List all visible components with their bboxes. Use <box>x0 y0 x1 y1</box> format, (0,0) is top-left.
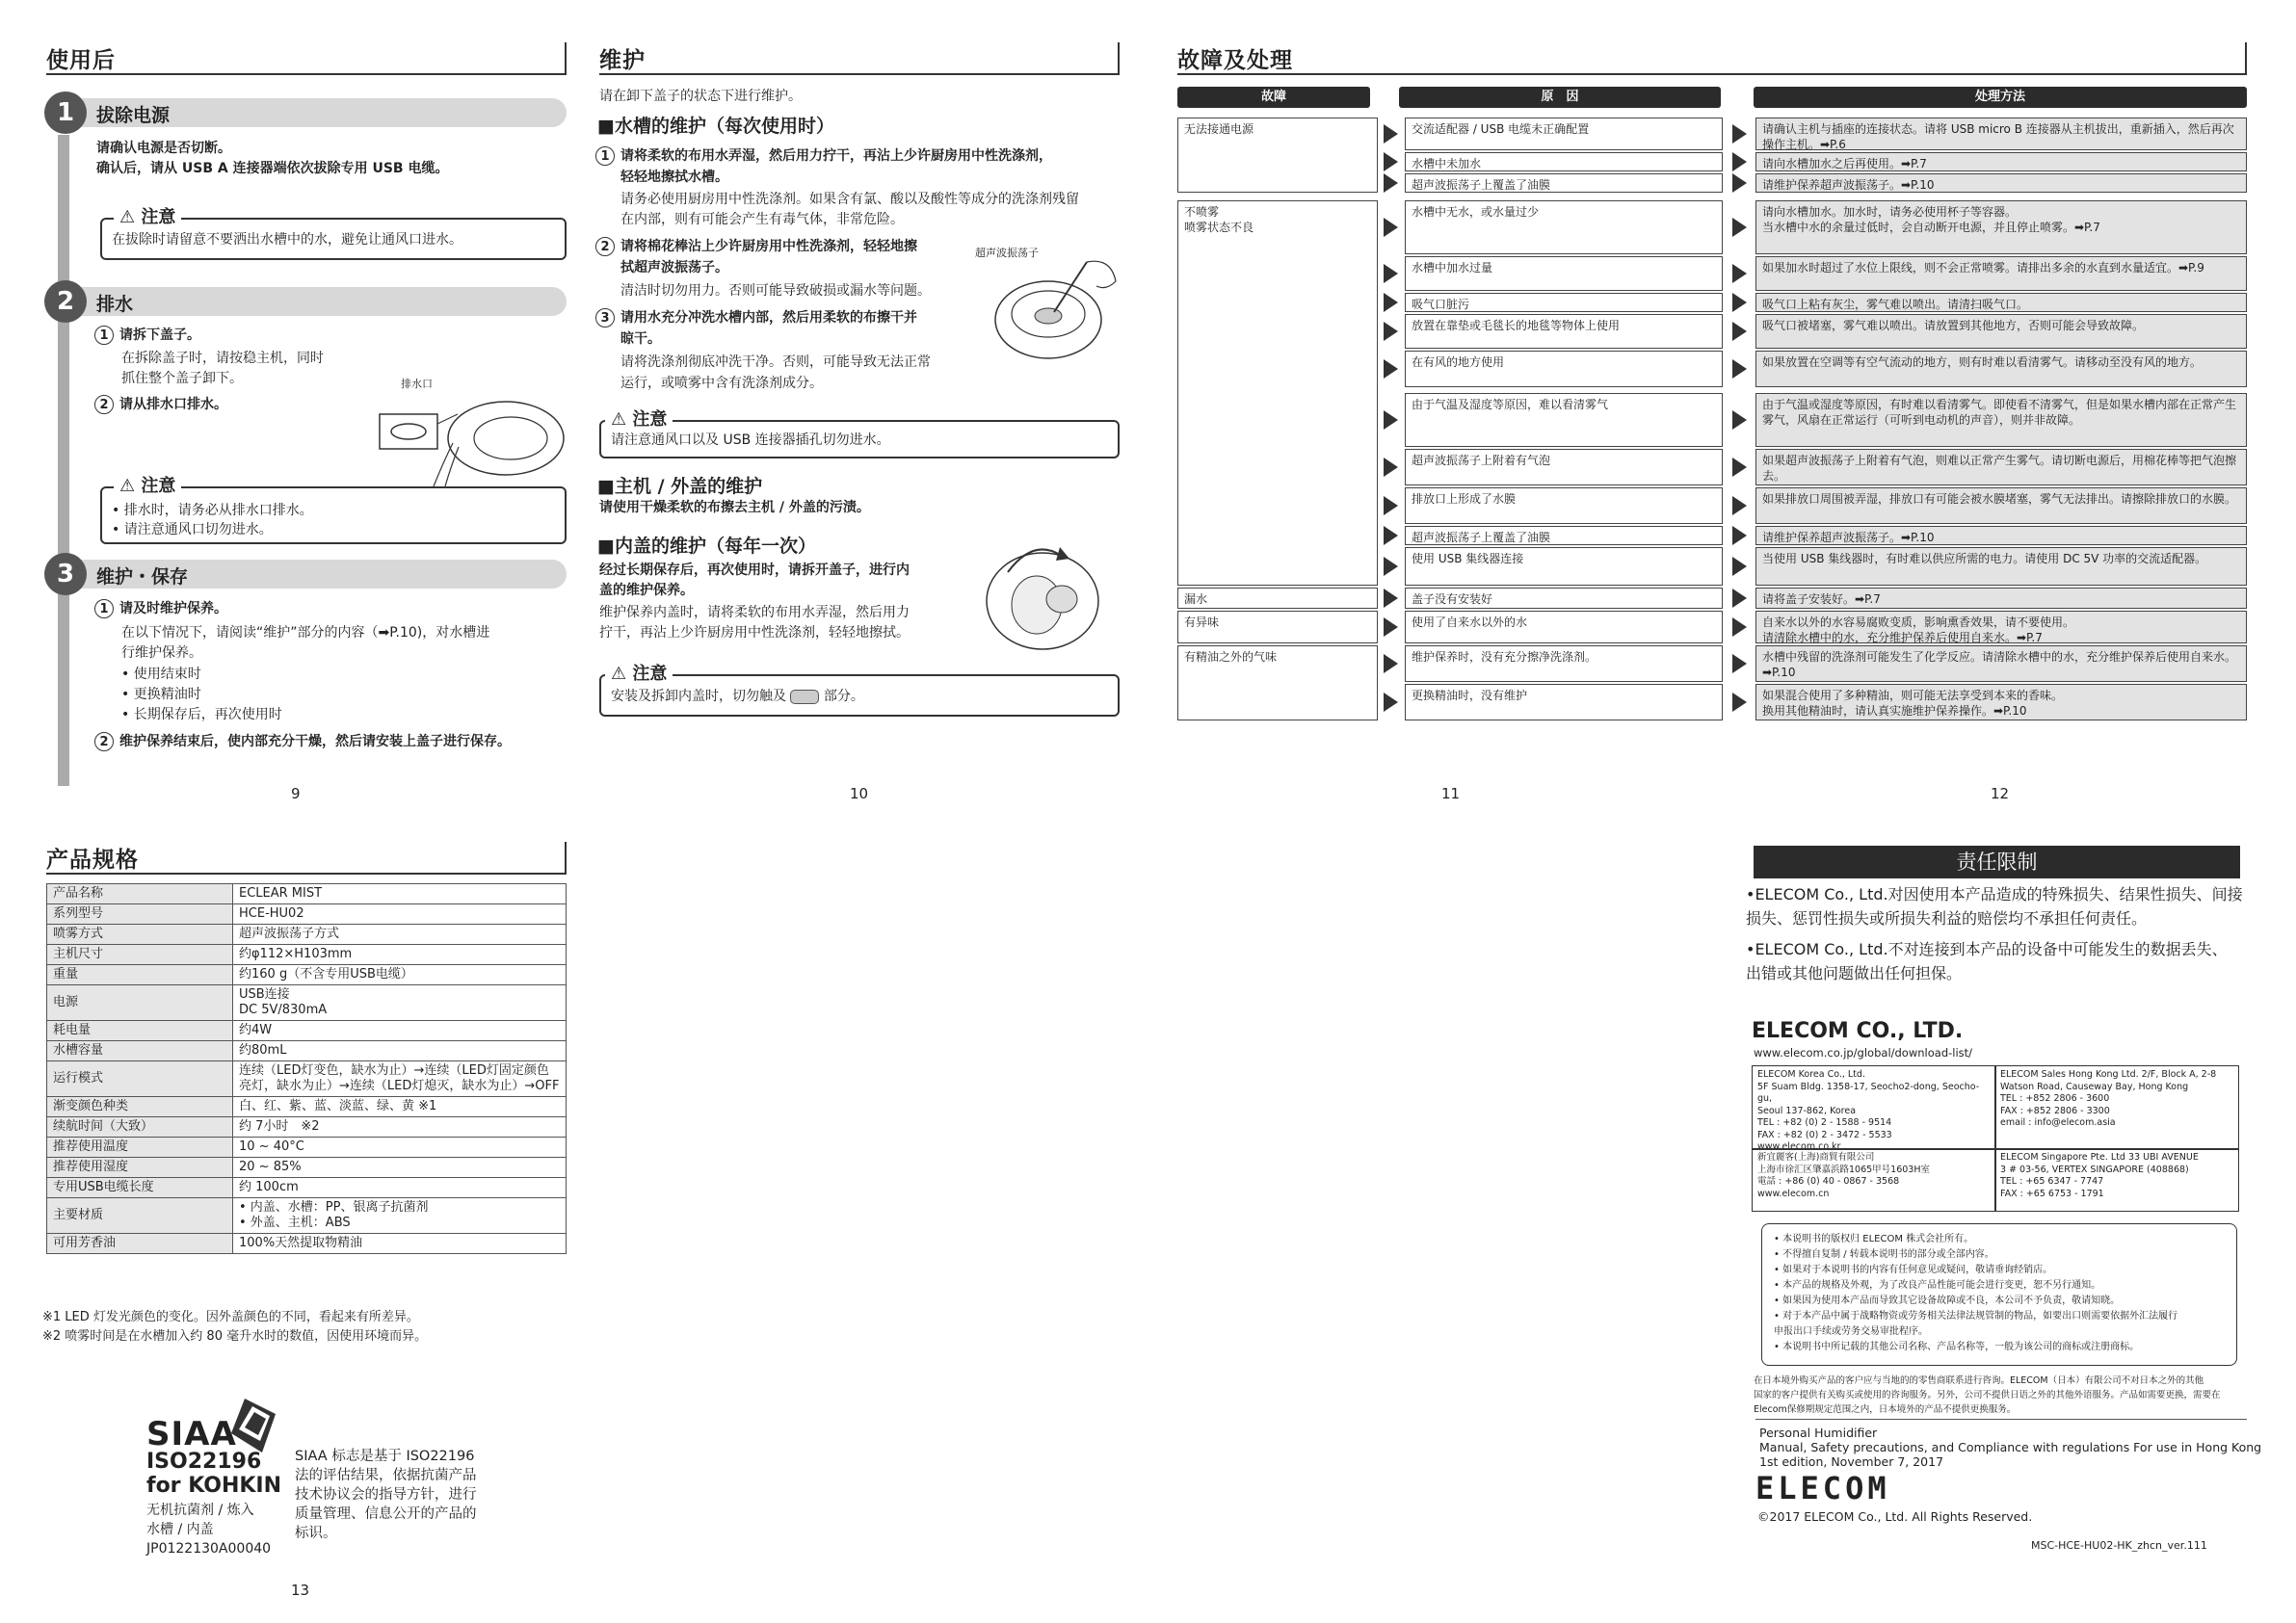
arrow-right-icon <box>1384 589 1398 608</box>
spec-value: 100%天然提取物精油 <box>233 1234 567 1254</box>
arrow-right-icon <box>1732 173 1747 193</box>
arrow-right-icon <box>1384 218 1398 237</box>
spec-row <box>47 925 567 945</box>
remedy-cell: 由于气温或湿度等原因，有时难以看清雾气。即使看不清雾气，但是如果水槽内部在正常产生雾气，风扇在正常运行（可听到电动机的声音），则并非故障。 <box>1755 393 2247 447</box>
remedy-cell: 如果超声波振荡子上附着有气泡，则难以正常产生雾气。请切断电源后，用棉花棒等把气泡擦去。 <box>1755 449 2247 485</box>
contact-line: www.elecom.cn <box>1757 1188 1830 1199</box>
spec-key: 电源 <box>47 985 233 1021</box>
contact-line: ELECOM Korea Co., Ltd. <box>1757 1069 1865 1080</box>
arrow-right-icon <box>1732 264 1747 283</box>
contact-line: FAX : +852 2806 - 3300 <box>2000 1105 2110 1116</box>
caution-label: ⚠ 注意 <box>605 406 673 431</box>
notice-line: • 不得擅自复制 / 转载本说明书的部分或全部内容。 <box>1774 1249 1994 1260</box>
spec-value: 10 ~ 40°C <box>233 1138 567 1158</box>
table-header-cause: 原 因 <box>1399 87 1721 108</box>
spec-value: 连续（LED灯变色，缺水为止）→连续（LED灯固定颜色亮灯，缺水为止）→连续（LED灯熄灭，缺水为止）→OFF <box>233 1061 567 1097</box>
cause-cell: 使用了自来水以外的水 <box>1405 611 1723 643</box>
arrow-right-icon <box>1384 617 1398 637</box>
step-text: 在以下情况下，请阅读“维护”部分的内容（➡P.10)，对水槽进 <box>121 625 490 641</box>
remedy-cell: 请向水槽加水之后再使用。➡P.7 <box>1755 152 2247 171</box>
arrow-right-icon <box>1384 322 1398 341</box>
section-title-maintenance: 维护 <box>599 48 646 73</box>
arrow-right-icon <box>1384 693 1398 712</box>
arrow-right-icon <box>1384 557 1398 576</box>
copyright: ©2017 ELECOM Co., Ltd. All Rights Reserved. <box>1757 1509 2033 1524</box>
caution-label: ⚠ 注意 <box>605 660 673 685</box>
remedy-cell: 如果加水时超过了水位上限线，则不会正常喷雾。请排出多余的水直到水量适宜。➡P.9 <box>1755 256 2247 291</box>
step-title: 维护・保存 <box>96 566 189 588</box>
siaa-logo-text: SIAA <box>146 1415 237 1453</box>
contact-line: www.elecom.co.kr <box>1757 1141 1841 1152</box>
siaa-desc: 质量管理、信息公开的产品的 <box>295 1506 477 1522</box>
contact-line: ELECOM Singapore Pte. Ltd 33 UBI AVENUE <box>2000 1152 2199 1163</box>
intro-text: 请在卸下盖子的状态下进行维护。 <box>599 89 802 104</box>
spec-value: 超声波振荡子方式 <box>233 925 567 945</box>
arrow-right-icon <box>1384 458 1398 477</box>
liability-title: 责任限制 <box>1754 846 2240 878</box>
spec-key: 渐变颜色种类 <box>47 1097 233 1117</box>
arrow-right-icon <box>1384 124 1398 144</box>
spec-key: 主要材质 <box>47 1198 233 1234</box>
step-number: 3 <box>44 553 87 595</box>
page-number: 13 <box>291 1582 310 1599</box>
contact-line: Seoul 137-862, Korea <box>1757 1105 1857 1116</box>
spec-key: 推荐使用温度 <box>47 1138 233 1158</box>
remedy-cell: 当使用 USB 集线器时，有时难以供应所需的电力。请使用 DC 5V 功率的交流适配器。 <box>1755 547 2247 586</box>
caution-line: • 排水时，请务必从排水口排水。 <box>112 503 313 518</box>
arrow-right-icon <box>1384 654 1398 673</box>
figure-label: 超声波振荡子 <box>975 247 1039 259</box>
spec-key: 专用USB电缆长度 <box>47 1178 233 1198</box>
step-text: 晾干。 <box>620 331 661 347</box>
notice-line: • 如果因为使用本产品而导致其它设备故障或不良，本公司不予负责，敬请知晓。 <box>1774 1296 2121 1306</box>
siaa-desc: 标识。 <box>295 1526 337 1541</box>
step-text: 抓住整个盖子卸下。 <box>121 371 243 386</box>
overseas-line: 在日本境外购买产品的客户应与当地的的零售商联系进行咨询。ELECOM（日本）有限公司不对日本之外的其他 <box>1754 1375 2204 1386</box>
spec-key: 耗电量 <box>47 1021 233 1041</box>
elecom-logo: ELECOM <box>1755 1470 1890 1506</box>
siaa-sub: 无机抗菌剂 / 炼入 <box>146 1503 254 1518</box>
spec-row <box>47 1178 567 1198</box>
cause-cell: 超声波振荡子上附着有气泡 <box>1405 449 1723 485</box>
step-item: 1 请将柔软的布用水弄湿，然后用力拧干，再沾上少许厨房用中性洗涤剂， <box>595 146 1052 167</box>
remedy-cell: 请维护保养超声波振荡子。➡P.10 <box>1755 173 2247 193</box>
contact-line: 3 # 03-56, VERTEX SINGAPORE (408868) <box>2000 1164 2189 1175</box>
liability-text: 出错或其他问题做出任何担保。 <box>1746 964 1963 982</box>
spec-row <box>47 1061 567 1097</box>
remedy-cell: 请向水槽加水。加水时，请务必使用杯子等容器。 当水槽中水的余量过低时，会自动断开电源，并且停止喷雾。➡P.7 <box>1755 200 2247 254</box>
cause-cell: 交流适配器 / USB 电缆未正确配置 <box>1405 118 1723 150</box>
cause-cell: 超声波振荡子上覆盖了油膜 <box>1405 173 1723 193</box>
contact-line: ELECOM Sales Hong Kong Ltd. 2/F, Block A, 2-8 <box>2000 1069 2217 1080</box>
step-text: • 长期保存后，再次使用时 <box>121 707 282 722</box>
step-title: 排水 <box>96 294 134 315</box>
cause-cell: 水槽中未加水 <box>1405 152 1723 171</box>
spec-key: 可用芳香油 <box>47 1234 233 1254</box>
arrow-right-icon <box>1384 152 1398 171</box>
spec-value: 约4W <box>233 1021 567 1041</box>
arrow-right-icon <box>1732 124 1747 144</box>
step-text: 运行，或喷雾中含有洗涤剂成分。 <box>620 376 823 391</box>
arrow-right-icon <box>1732 589 1747 608</box>
notice-line: • 本说明书中所记载的其他公司名称、产品名称等，一般为该公司的商标或注册商标。 <box>1774 1342 2140 1352</box>
company-name: ELECOM CO., LTD. <box>1752 1019 1964 1043</box>
spec-row <box>47 965 567 985</box>
contact-line: Watson Road, Causeway Bay, Hong Kong <box>2000 1081 2189 1092</box>
notice-line: 申报出口手续或劳务交易审批程序。 <box>1774 1326 1928 1337</box>
arrow-right-icon <box>1732 410 1747 430</box>
caution-label: ⚠ 注意 <box>114 472 181 497</box>
contact-singapore <box>1994 1148 2239 1212</box>
step-text: • 使用结束时 <box>121 667 201 682</box>
notice-line: • 对于本产品中属于战略物资或劳务相关法律法规管制的物品，如要出口则需要依据外汇法履行 <box>1774 1311 2178 1322</box>
remedy-cell: 如果排放口周围被弄湿，排放口有可能会被水膜堵塞，雾气无法排出。请擦除排放口的水膜。 <box>1755 487 2247 524</box>
contact-line: FAX : +65 6753 - 1791 <box>2000 1188 2104 1199</box>
spec-value: HCE-HU02 <box>233 904 567 925</box>
arrow-right-icon <box>1732 293 1747 312</box>
spec-value: USB连接 DC 5V/830mA <box>233 985 567 1021</box>
remedy-cell: 吸气口上粘有灰尘，雾气难以喷出。请清扫吸气口。 <box>1755 293 2247 312</box>
arrow-right-icon <box>1732 496 1747 515</box>
contact-line: TEL : +82 (0) 2 - 1588 - 9514 <box>1757 1117 1892 1128</box>
page-number: 10 <box>850 785 869 802</box>
step-text: 确认后，请从 USB A 连接器端依次拔除专用 USB 电缆。 <box>96 161 449 176</box>
arrow-right-icon <box>1732 359 1747 379</box>
remedy-cell: 如果放置在空调等有空气流动的地方，则有时难以看清雾气。请移动至没有风的地方。 <box>1755 351 2247 387</box>
overseas-line: Elecom保修期规定范围之内，日本境外的产品不提供更换服务。 <box>1754 1404 2017 1415</box>
remedy-cell: 请将盖子安装好。➡P.7 <box>1755 588 2247 609</box>
remedy-cell: 水槽中残留的洗涤剂可能发生了化学反应。请清除水槽中的水，充分维护保养后使用自来水。➡P.10 <box>1755 645 2247 682</box>
contact-line: 新宜麗客(上海)商貿有限公司 <box>1757 1152 1875 1163</box>
siaa-desc: SIAA 标志是基于 ISO22196 <box>295 1449 475 1464</box>
cause-cell: 盖子没有安装好 <box>1405 588 1723 609</box>
cause-cell: 超声波振荡子上覆盖了油膜 <box>1405 526 1723 545</box>
warning-icon: ⚠ <box>611 664 627 684</box>
step-text: 请确认电源是否切断。 <box>96 141 231 156</box>
cause-cell: 使用 USB 集线器连接 <box>1405 547 1723 586</box>
spec-key: 推荐使用湿度 <box>47 1158 233 1178</box>
contact-line: 上海市徐汇区肇嘉浜路1065甲号1603H室 <box>1757 1164 1930 1175</box>
warning-icon: ⚠ <box>119 476 136 496</box>
arrow-right-icon <box>1732 693 1747 712</box>
spec-row <box>47 1041 567 1061</box>
step-item: 1 请拆下盖子。 <box>94 326 200 346</box>
contact-line: 電話 : +86 (0) 40 - 0867 - 3568 <box>1757 1176 1900 1187</box>
notice-line: • 如果对于本说明书的内容有任何意见或疑问，敬请垂询经销店。 <box>1774 1265 2053 1275</box>
fault-cell: 有异味 <box>1177 611 1378 643</box>
overseas-line: 国家的客户提供有关购买或使用的咨询服务。另外，公司不提供日语之外的其他外语服务。产品如需要更换，需要在 <box>1754 1390 2221 1400</box>
spec-key: 运行模式 <box>47 1061 233 1097</box>
step-text: 在拆除盖子时，请按稳主机，同时 <box>121 351 324 366</box>
step-item: 1 请及时维护保养。 <box>94 599 227 619</box>
spec-note: ※2 喷雾时间是在水槽加入约 80 毫升水时的数值，因使用环境而异。 <box>42 1329 428 1344</box>
spec-key: 重量 <box>47 965 233 985</box>
notice-line: • 本说明书的版权归 ELECOM 株式会社所有。 <box>1774 1234 1974 1244</box>
spec-value: • 内盖、水槽：PP、银离子抗菌剂 • 外盖、主机：ABS <box>233 1198 567 1234</box>
step-number: 2 <box>44 280 87 323</box>
oscillator-cleaning-illustration <box>990 252 1120 378</box>
product-line: Manual, Safety precautions, and Compliance with regulations For use in Hong Kong <box>1759 1440 2262 1454</box>
siaa-desc: 法的评估结果，依据抗菌产品 <box>295 1468 477 1483</box>
spec-row <box>47 1198 567 1234</box>
spec-row <box>47 1234 567 1254</box>
fault-cell: 有精油之外的气味 <box>1177 645 1378 720</box>
siaa-kohkin: for KOHKIN <box>146 1474 282 1498</box>
cause-cell: 水槽中无水，或水量过少 <box>1405 200 1723 254</box>
spec-value: 约φ112×H103mm <box>233 945 567 965</box>
fault-cell: 不喷雾 喷雾状态不良 <box>1177 200 1378 586</box>
spec-note: ※1 LED 灯发光颜色的变化。因外盖颜色的不同，看起来有所差异。 <box>42 1310 419 1324</box>
step-text: • 更换精油时 <box>121 687 201 702</box>
section-rule <box>46 73 567 75</box>
contact-line: 5F Suam Bldg. 1358-17, Seocho2-dong, Seocho-gu, <box>1757 1081 1980 1104</box>
warning-icon: ⚠ <box>611 409 627 430</box>
remedy-cell: 自来水以外的水容易腐败变质，影响熏香效果，请不要使用。 请清除水槽中的水，充分维护保养后使用自来水。➡P.7 <box>1755 611 2247 643</box>
arrow-right-icon <box>1384 526 1398 545</box>
caution-text: 请注意通风口以及 USB 连接器插孔切勿进水。 <box>611 432 890 448</box>
caution-box <box>599 420 1120 458</box>
inner-lid-illustration <box>975 534 1110 654</box>
step-text: 拭超声波振荡子。 <box>620 260 728 275</box>
arrow-right-icon <box>1732 526 1747 545</box>
notice-line: • 本产品的规格及外观，为了改良产品性能可能会进行变更，恕不另行通知。 <box>1774 1280 2101 1291</box>
step-text: 维护保养内盖时，请将柔软的布用水弄湿，然后用力 <box>599 605 910 620</box>
spec-row <box>47 904 567 925</box>
contact-area-icon <box>790 690 819 704</box>
spec-value: 约160 g（不含专用USB电缆） <box>233 965 567 985</box>
arrow-right-icon <box>1384 359 1398 379</box>
step-title: 拔除电源 <box>96 105 171 126</box>
spec-row <box>47 1138 567 1158</box>
step-item: 2 维护保养结束后，使内部充分干燥，然后请安装上盖子进行保存。 <box>94 732 511 752</box>
siaa-sub: JP0122130A00040 <box>146 1541 272 1557</box>
step-text: 经过长期保存后，再次使用时，请拆开盖子，进行内 <box>599 563 910 578</box>
spec-value: 约80mL <box>233 1041 567 1061</box>
contact-china <box>1752 1148 1996 1212</box>
spec-row <box>47 1097 567 1117</box>
spec-row <box>47 1158 567 1178</box>
caution-label: ⚠ 注意 <box>114 203 181 228</box>
arrow-right-icon <box>1384 293 1398 312</box>
contact-line: TEL : +852 2806 - 3600 <box>2000 1093 2110 1104</box>
contact-line: email : info@elecom.asia <box>2000 1117 2116 1128</box>
step-text: 在内部，则有可能会产生有毒气体，非常危险。 <box>620 212 904 227</box>
step-item: 2 请将棉花棒沾上少许厨房用中性洗涤剂，轻轻地擦 <box>595 237 917 257</box>
arrow-right-icon <box>1384 173 1398 193</box>
spec-row <box>47 1021 567 1041</box>
siaa-desc: 技术协议会的指导方针，进行 <box>295 1487 477 1503</box>
caution-box: 安装及拆卸内盖时，切勿触及 部分。 <box>599 674 1120 717</box>
arrow-right-icon <box>1384 264 1398 283</box>
contact-line: TEL : +65 6347 - 7747 <box>2000 1176 2104 1187</box>
section-title-spec: 产品规格 <box>46 848 139 873</box>
table-header-fault: 故障 <box>1177 87 1370 108</box>
spec-key: 水槽容量 <box>47 1041 233 1061</box>
company-url: www.elecom.co.jp/global/download-list/ <box>1754 1046 1973 1060</box>
step-text: 清洁时切勿用力。否则可能导致破损或漏水等问题。 <box>620 283 931 299</box>
step-text: 行维护保养。 <box>121 645 202 661</box>
liability-text: •ELECOM Co., Ltd.不对连接到本产品的设备中可能发生的数据丢失、 <box>1746 940 2228 958</box>
remedy-cell: 吸气口被堵塞，雾气难以喷出。请放置到其他地方，否则可能会导致故障。 <box>1755 314 2247 349</box>
siaa-sub: 水槽 / 内盖 <box>146 1522 214 1537</box>
fault-cell: 漏水 <box>1177 588 1378 609</box>
remedy-cell: 如果混合使用了多种精油，则可能无法享受到本来的香味。 换用其他精油时，请认真实施维护保养操作。➡P.10 <box>1755 684 2247 720</box>
caution-text: 在拔除时请留意不要洒出水槽中的水，避免让通风口进水。 <box>112 232 462 248</box>
cause-cell: 放置在靠垫或毛毯长的地毯等物体上使用 <box>1405 314 1723 349</box>
step-item: 2 请从排水口排水。 <box>94 395 227 415</box>
section-rule <box>599 73 1120 75</box>
spec-value: 白、红、紫、蓝、淡蓝、绿、黄 ※1 <box>233 1097 567 1117</box>
cause-cell: 由于气温及湿度等原因，难以看清雾气 <box>1405 393 1723 447</box>
document-id: MSC-HCE-HU02-HK_zhcn_ver.111 <box>2031 1539 2207 1552</box>
arrow-right-icon <box>1732 322 1747 341</box>
remedy-cell: 请确认主机与插座的连接状态。请将 USB micro B 连接器从主机拔出，重新插入，然后再次操作主机。➡P.6 <box>1755 118 2247 150</box>
cause-cell: 吸气口脏污 <box>1405 293 1723 312</box>
step-text: 轻轻地擦拭水槽。 <box>620 170 728 185</box>
cause-cell: 水槽中加水过量 <box>1405 256 1723 291</box>
subheading: ■水槽的维护（每次使用时） <box>597 116 834 137</box>
step-text: 请务必使用厨房用中性洗涤剂。如果含有氯、酸以及酸性等成分的洗涤剂残留 <box>620 192 1079 207</box>
section-rule <box>46 873 567 875</box>
spec-row <box>47 945 567 965</box>
contact-line: FAX : +82 (0) 2 - 3472 - 5533 <box>1757 1129 1892 1140</box>
arrow-right-icon <box>1732 458 1747 477</box>
spec-value: 约 7小时 ※2 <box>233 1117 567 1138</box>
arrow-right-icon <box>1384 410 1398 430</box>
warning-icon: ⚠ <box>119 207 136 227</box>
siaa-iso: ISO22196 <box>146 1450 262 1474</box>
step-item: 3 请用水充分冲洗水槽内部，然后用柔软的布擦干并 <box>595 308 917 328</box>
liability-text: 损失、惩罚性损失或所损失利益的赔偿均不承担任何责任。 <box>1746 909 2148 928</box>
remedy-cell: 请维护保养超声波振荡子。➡P.10 <box>1755 526 2247 545</box>
cause-cell: 在有风的地方使用 <box>1405 351 1723 387</box>
table-header-remedy: 处理方法 <box>1754 87 2247 108</box>
arrow-right-icon <box>1384 496 1398 515</box>
spec-key: 系列型号 <box>47 904 233 925</box>
spec-value: ECLEAR MIST <box>233 884 567 904</box>
spec-key: 喷雾方式 <box>47 925 233 945</box>
product-line: 1st edition, November 7, 2017 <box>1759 1454 1944 1469</box>
arrow-right-icon <box>1732 152 1747 171</box>
figure-label: 排水口 <box>401 378 433 390</box>
product-line: Personal Humidifier <box>1759 1426 1878 1440</box>
cause-cell: 排放口上形成了水膜 <box>1405 487 1723 524</box>
caution-line: • 请注意通风口切勿进水。 <box>112 522 273 537</box>
divider <box>1755 1419 2247 1420</box>
drain-illustration <box>376 385 568 491</box>
spec-row <box>47 1117 567 1138</box>
spec-key: 产品名称 <box>47 884 233 904</box>
arrow-right-icon <box>1732 218 1747 237</box>
arrow-right-icon <box>1732 617 1747 637</box>
section-rule-tick <box>1118 42 1120 75</box>
section-title-troubleshooting: 故障及处理 <box>1177 48 1293 73</box>
step-number: 1 <box>44 92 87 134</box>
section-rule-tick <box>565 42 567 75</box>
section-rule <box>1177 73 2247 75</box>
step-bar <box>58 287 567 316</box>
section-rule-tick <box>2245 42 2247 75</box>
cause-cell: 维护保养时，没有充分擦净洗涤剂。 <box>1405 645 1723 682</box>
spec-row <box>47 884 567 904</box>
spec-table <box>46 883 567 1254</box>
contact-hongkong <box>1994 1065 2239 1150</box>
page-number: 9 <box>291 785 301 802</box>
contact-korea <box>1752 1065 1996 1150</box>
notices-box <box>1761 1223 2237 1366</box>
spec-key: 续航时间（大致） <box>47 1117 233 1138</box>
page-number: 12 <box>1991 785 2010 802</box>
section-title-after-use: 使用后 <box>46 48 116 73</box>
spec-row <box>47 985 567 1021</box>
fault-cell: 无法接通电源 <box>1177 118 1378 193</box>
liability-text: •ELECOM Co., Ltd.对因使用本产品造成的特殊损失、结果性损失、间接 <box>1746 885 2243 903</box>
step-text: 盖的维护保养。 <box>599 583 694 598</box>
subheading: ■主机 / 外盖的维护 <box>597 476 763 497</box>
step-text: 请将洗涤剂彻底冲洗干净。否则，可能导致无法正常 <box>620 354 931 370</box>
spec-value: 约 100cm <box>233 1178 567 1198</box>
subheading: ■内盖的维护（每年一次） <box>597 536 816 557</box>
spec-key: 主机尺寸 <box>47 945 233 965</box>
arrow-right-icon <box>1732 654 1747 673</box>
step-text: 请使用干燥柔软的布擦去主机 / 外盖的污渍。 <box>599 500 870 515</box>
step-text: 拧干，再沾上少许厨房用中性洗涤剂，轻轻地擦拭。 <box>599 625 910 641</box>
step-side-bar <box>58 135 69 786</box>
page-number: 11 <box>1441 785 1461 802</box>
section-rule-tick <box>565 842 567 875</box>
spec-value: 20 ~ 85% <box>233 1158 567 1178</box>
overseas-notice <box>1754 1374 2255 1417</box>
cause-cell: 更换精油时，没有维护 <box>1405 684 1723 720</box>
arrow-right-icon <box>1732 557 1747 576</box>
